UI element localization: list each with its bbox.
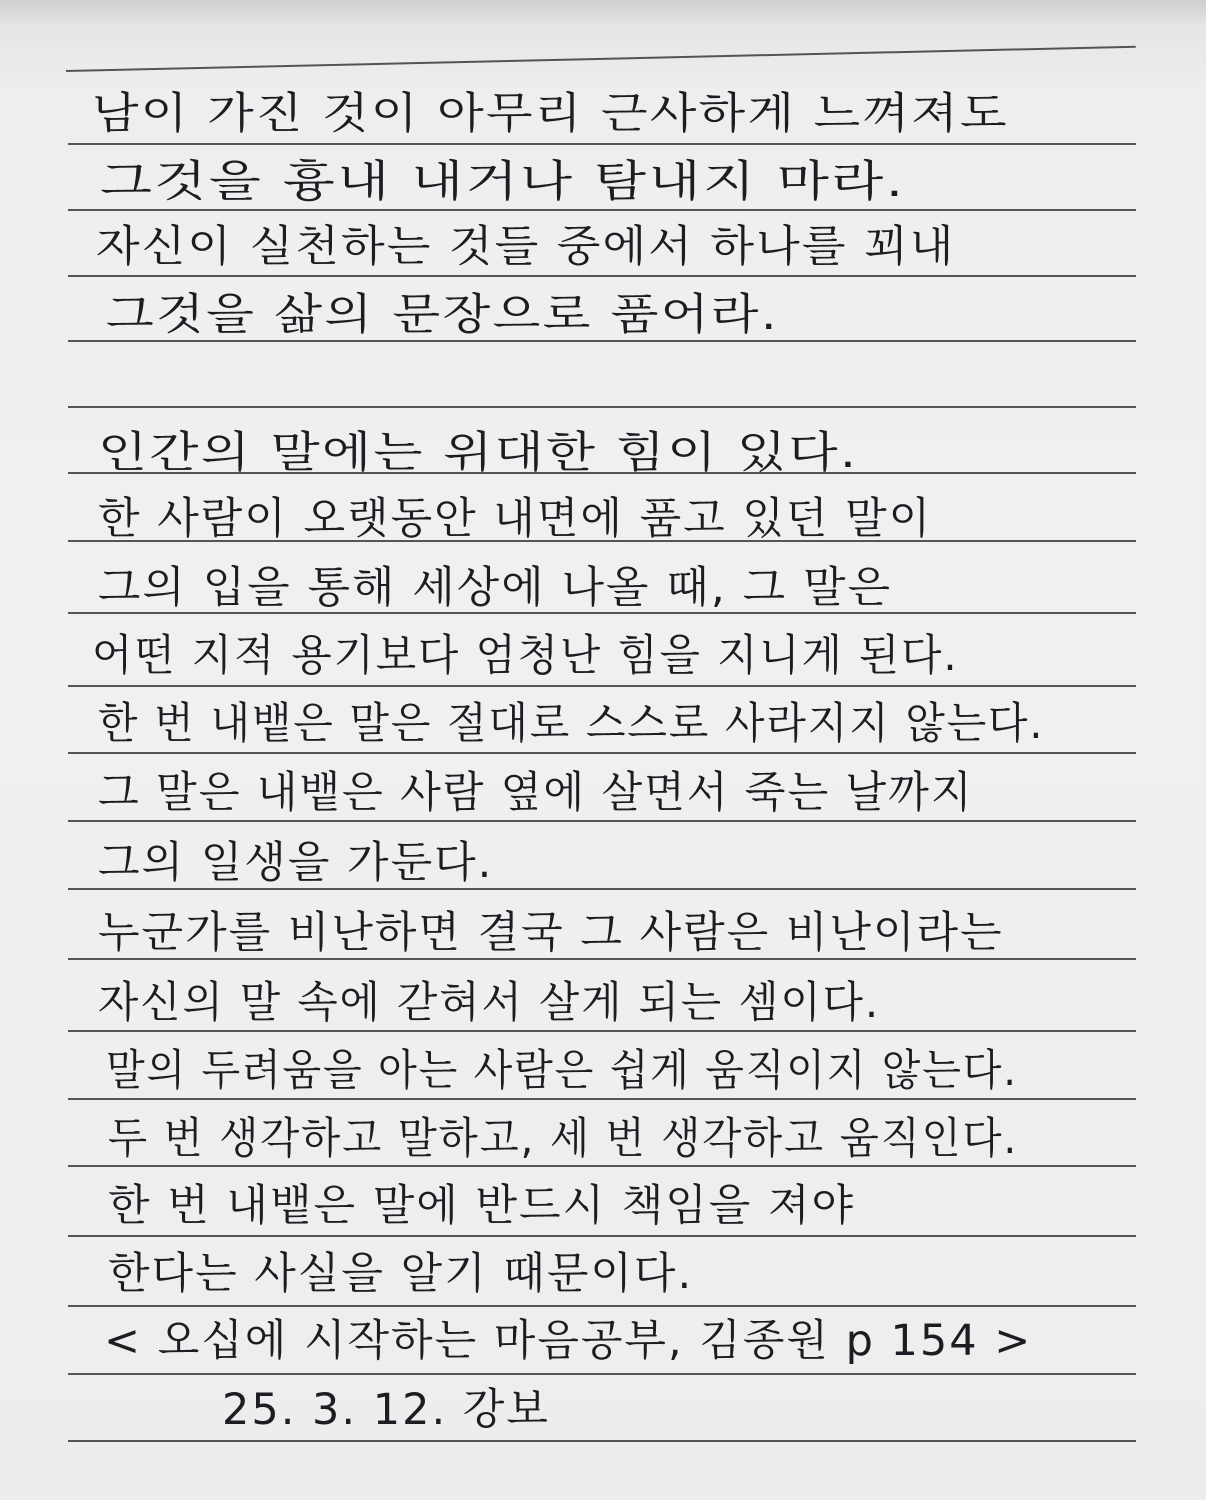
ruled-line	[68, 1030, 1136, 1032]
page-top-shadow	[0, 0, 1206, 26]
text-line-1: 남이 가진 것이 아무리 근사하게 느껴져도	[92, 89, 1009, 139]
text-line-4: 그것을 삶의 문장으로 품어라.	[106, 290, 779, 340]
text-line-15: 두 번 생각하고 말하고, 세 번 생각하고 움직인다.	[108, 1114, 1019, 1164]
text-line-16: 한 번 내뱉은 말에 반드시 책임을 져야	[108, 1181, 856, 1231]
ruled-line	[68, 143, 1136, 145]
text-line-11: 그의 일생을 가둔다.	[98, 838, 494, 888]
ruled-line	[68, 1373, 1136, 1375]
text-line-12: 누군가를 비난하면 결국 그 사람은 비난이라는	[98, 908, 1004, 958]
citation-line: < 오십에 시작하는 마음공부, 김종원 p 154 >	[104, 1316, 1033, 1366]
ruled-line	[68, 1440, 1136, 1442]
ruled-line	[68, 1235, 1136, 1237]
ruled-line	[66, 46, 1136, 72]
text-line-9: 한 번 내뱉은 말은 절대로 스스로 사라지지 않는다.	[98, 699, 1045, 749]
text-line-2: 그것을 흉내 내거나 탐내지 마라.	[100, 157, 906, 207]
ruled-line	[68, 209, 1136, 211]
text-line-7: 그의 입을 통해 세상에 나올 때, 그 말은	[98, 563, 892, 613]
ruled-line	[68, 340, 1136, 342]
ruled-line	[68, 1098, 1136, 1100]
date-signature-line: 25. 3. 12. 강보	[222, 1385, 550, 1435]
text-line-13: 자신의 말 속에 갇혀서 살게 되는 셈이다.	[98, 978, 881, 1028]
ruled-line	[68, 1305, 1136, 1307]
text-line-17: 한다는 사실을 알기 때문이다.	[108, 1249, 694, 1299]
ruled-line	[68, 685, 1136, 687]
ruled-line	[68, 752, 1136, 754]
text-line-5: 인간의 말에는 위대한 힘이 있다.	[98, 428, 859, 478]
ruled-line	[68, 1165, 1136, 1167]
text-line-6: 한 사람이 오랫동안 내면에 품고 있던 말이	[98, 494, 933, 544]
ruled-line	[68, 958, 1136, 960]
text-line-10: 그 말은 내뱉은 사람 옆에 살면서 죽는 날까지	[98, 768, 974, 818]
text-line-14: 말의 두려움을 아는 사람은 쉽게 움직이지 않는다.	[106, 1046, 1018, 1096]
text-line-8: 어떤 지적 용기보다 엄청난 힘을 지니게 된다.	[92, 631, 959, 681]
text-line-3: 자신이 실천하는 것들 중에서 하나를 꾀내	[96, 222, 956, 272]
ruled-line	[68, 888, 1136, 890]
ruled-line	[68, 406, 1136, 408]
ruled-line	[68, 820, 1136, 822]
ruled-line	[68, 275, 1136, 277]
